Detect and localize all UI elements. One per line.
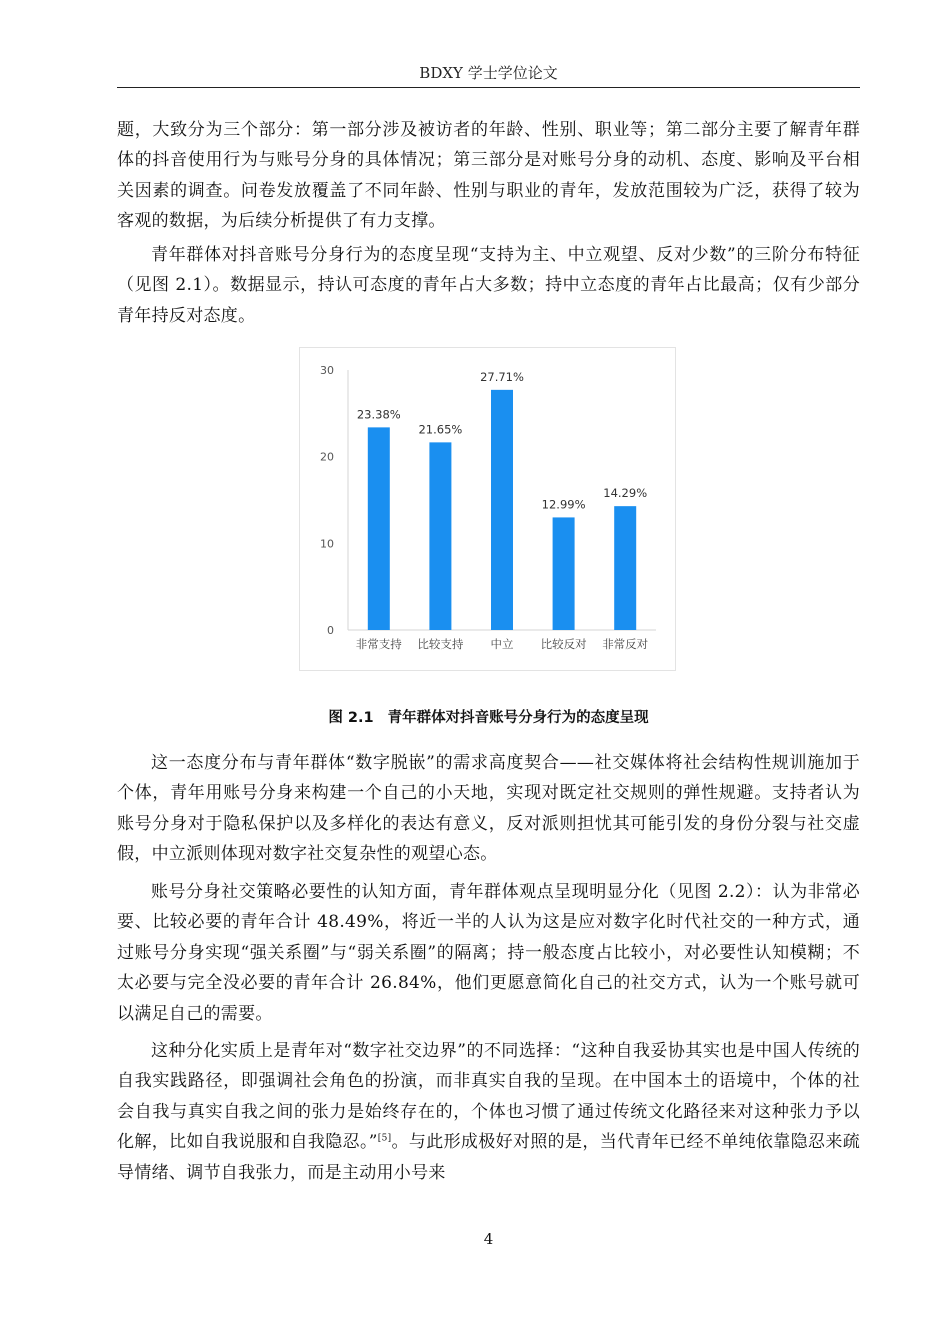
y-tick-label: 20 [320,450,334,464]
attitude-bar-chart [299,347,676,671]
bar [368,427,390,630]
y-tick-label: 10 [320,537,334,551]
paragraph-necessity-cognition: 账号分身社交策略必要性的认知方面，青年群体观点呈现明显分化（见图 2.2）：认为非常必要、比较必要的青年合计 48.49%，将近一半的人认为这是应对数字化时代社交的一种方式，通过账号分身实现“强关系圈”与“弱关系圈”的隔离；持一般态度占比较小，对必要性认知模糊；不太必要与完全没必要的青年合计 26.84%，他们更愿意简化自己的社交方式，认为一个账号就可以满足自己的需要。 [117,882,860,1024]
page-number: 4 [483,1230,494,1248]
data-label: 27.71% [480,369,524,384]
x-tick-label: 比较反对 [540,637,587,651]
bars [368,390,636,630]
x-tick-labels [356,637,649,651]
y-tick-label: 0 [327,624,334,637]
bar [614,506,636,630]
figure-number: 图 2.1 [328,710,374,726]
citation-ref: [5] [377,1133,392,1144]
running-header: BDXY 学士学位论文 [419,64,558,82]
figure-caption [117,706,860,727]
paragraph-attitude-distribution: 青年群体对抖音账号分身行为的态度呈现“支持为主、中立观望、反对少数”的三阶分布特征（见图 2.1）。数据显示，持认可态度的青年占大多数；持中立态度的青年占比最高；仅有少部分青年持反对态度。 [117,245,860,326]
header-rule [117,87,860,88]
y-tick-label: 30 [320,364,334,377]
paragraph-digital-disembedding: 这一态度分布与青年群体“数字脱嵌”的需求高度契合——社交媒体将社会结构性规训施加于个体，青年用账号分身来构建一个自己的小天地，实现对既定社交规则的弹性规避。支持者认为账号分身对于隐私保护以及多样化的表达有意义，反对派则担忧其可能引发的身份分裂与社交虚假，中立派则体现对数字社交复杂性的观望心态。 [117,753,860,865]
paragraph-survey-structure: 题，大致分为三个部分：第一部分涉及被访者的年龄、性别、职业等；第二部分主要了解青年群体的抖音使用行为与账号分身的具体情况；第三部分是对账号分身的动机、态度、影响及平台相关因素的调查。问卷发放覆盖了不同年龄、性别与职业的青年，发放范围较为广泛，获得了较为客观的数据，为后续分析提供了有力支撑。 [117,120,860,232]
bar [491,390,513,630]
paragraph-social-boundary [117,1036,860,1188]
y-tick-labels [320,364,334,637]
figure-caption-text: 青年群体对抖音账号分身行为的态度呈现 [387,710,649,726]
data-label: 23.38% [356,407,401,422]
x-tick-label: 非常支持 [355,637,402,651]
data-label: 12.99% [541,497,586,512]
bar [553,517,575,630]
data-label: 21.65% [418,422,463,437]
bar [429,442,451,630]
x-tick-label: 非常反对 [602,637,649,651]
data-label: 14.29% [603,486,648,501]
x-tick-label: 中立 [490,637,514,651]
x-tick-label: 比较支持 [417,637,464,651]
paragraph-social-boundary-main: 这种分化实质上是青年对“数字社交边界”的不同选择：“这种自我妥协其实也是中国人传统的自我实践路径，即强调社会角色的扮演，而非真实自我的呈现。在中国本土的语境中，个体的社会自我与真实自我之间的张力是始终存在的，个体也习惯了通过传统文化路径来对这种张力予以化解，比如自我说服和自我隐忍。” [117,1041,860,1153]
paragraph-social-boundary-tail: 。与此形成极好对照的是，当代青年已经不单纯依靠隐忍来疏导情绪、调节自我张力，而是主动用小号来 [117,1132,860,1183]
chart-canvas [300,348,675,670]
